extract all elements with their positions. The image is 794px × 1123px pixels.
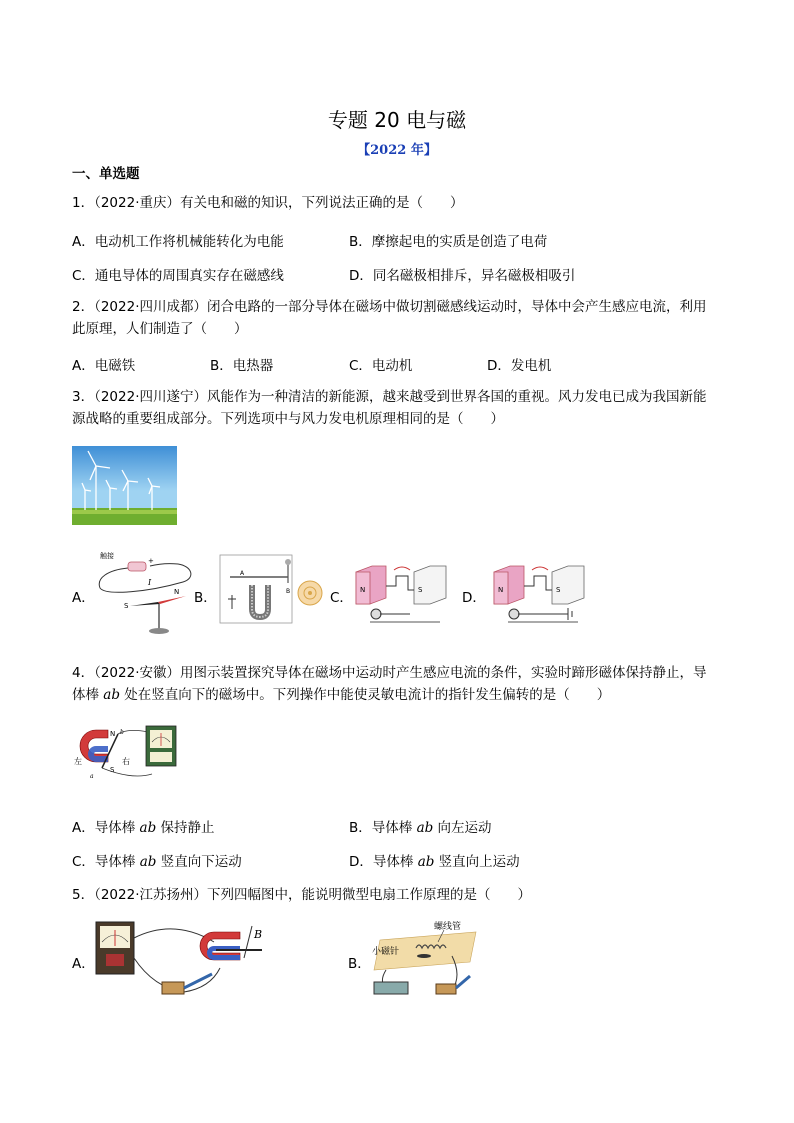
q3-option-a: A．	[72, 590, 95, 606]
q5-option-a: A．	[72, 956, 95, 972]
q3-fig-a-s: S	[124, 602, 129, 610]
q2-option-d: D．发电机	[487, 358, 552, 374]
q4-fig-b: b	[120, 729, 124, 736]
q4-fig-n: N	[110, 730, 116, 738]
q5-option-b: B．	[348, 956, 371, 972]
q4-fig-left: 左	[74, 757, 82, 766]
q3-fig-b-b: B	[286, 588, 291, 595]
q3-fig-a-n: N	[174, 588, 180, 596]
q3-option-c: C．	[330, 590, 353, 606]
q2-option-c: C．电动机	[349, 358, 413, 374]
q3-fig-c-s: S	[418, 586, 423, 594]
q4-fig-right: 右	[122, 757, 130, 766]
q1-option-d: D．同名磁极相排斥，异名磁极相吸引	[349, 268, 576, 284]
q2-stem-line2: 此原理，人们制造了（ ）	[72, 321, 248, 337]
q4-stem-line1: 4．（2022·安徽）用图示装置探究导体在磁场中运动时产生感应电流的条件，实验时蹄形磁体保持静止，导	[72, 665, 707, 681]
q3-option-d: D．	[462, 590, 486, 606]
q3-fig-a-plus: +	[148, 557, 154, 565]
q5-fig-a-b: B	[254, 928, 263, 941]
q4-option-d: D．导体棒 ab 竖直向上运动	[349, 854, 520, 870]
q3-fig-a-touch-label: 触接	[100, 552, 114, 560]
section-heading: 一、单选题	[72, 166, 140, 182]
q2-stem-line1: 2．（2022·四川成都）闭合电路的一部分导体在磁场中做切割磁感线运动时，导体中会产生感应电流，利用	[72, 299, 707, 315]
q3-figure-b-electromagnet	[218, 553, 338, 625]
q3-fig-d-n: N	[498, 586, 504, 594]
q4-fig-s: S	[110, 766, 115, 774]
wind-turbine-photo	[72, 446, 177, 525]
q3-fig-c-n: N	[360, 586, 366, 594]
q1-option-c: C．通电导体的周围真实存在磁感线	[72, 268, 284, 284]
q2-option-b: B．电热器	[210, 358, 274, 374]
q1-option-a: A．电动机工作将机械能转化为电能	[72, 234, 284, 250]
q3-fig-d-s: S	[556, 586, 561, 594]
q5-fig-b-coil-label: 螺线管	[434, 922, 462, 932]
q1-option-b: B．摩擦起电的实质是创造了电荷	[349, 234, 548, 250]
q4-option-a: A．导体棒 ab 保持静止	[72, 820, 215, 836]
q2-option-a: A．电磁铁	[72, 358, 136, 374]
q3-figure-a-oersted	[88, 548, 208, 636]
q4-figure-apparatus	[72, 722, 180, 784]
q3-option-b: B．	[194, 590, 217, 606]
page-title: 专题 20 电与磁	[327, 108, 467, 132]
q3-stem-line2: 源战略的重要组成部分。下列选项中与风力发电机原理相同的是（ ）	[72, 411, 504, 427]
q4-fig-a: a	[90, 773, 94, 780]
q3-figure-d-motor	[488, 564, 588, 626]
q1-stem: 1．（2022·重庆）有关电和磁的知识，下列说法正确的是（ ）	[72, 195, 464, 211]
q5-fig-b-needle-label: 小磁针	[372, 947, 400, 957]
q3-figure-c-generator	[350, 564, 450, 626]
q5-figure-b-solenoid	[366, 918, 482, 1000]
q5-stem: 5．（2022·江苏扬州）下列四幅图中，能说明微型电扇工作原理的是（ ）	[72, 887, 531, 903]
q5-figure-a-galvanometer	[92, 918, 274, 1000]
q3-fig-b-a: A	[240, 570, 245, 577]
q4-option-c: C．导体棒 ab 竖直向下运动	[72, 854, 242, 870]
q4-option-b: B．导体棒 ab 向左运动	[349, 820, 492, 836]
q3-fig-a-current: I	[148, 578, 152, 587]
q4-stem-line2: 体棒 ab 处在竖直向下的磁场中。下列操作中能使灵敏电流计的指针发生偏转的是（ ）	[72, 687, 611, 703]
year-heading: 【2022 年】	[357, 143, 437, 158]
q3-stem-line1: 3．（2022·四川遂宁）风能作为一种清洁的新能源，越来越受到世界各国的重视。风力发电已成为我国新能	[72, 389, 707, 405]
